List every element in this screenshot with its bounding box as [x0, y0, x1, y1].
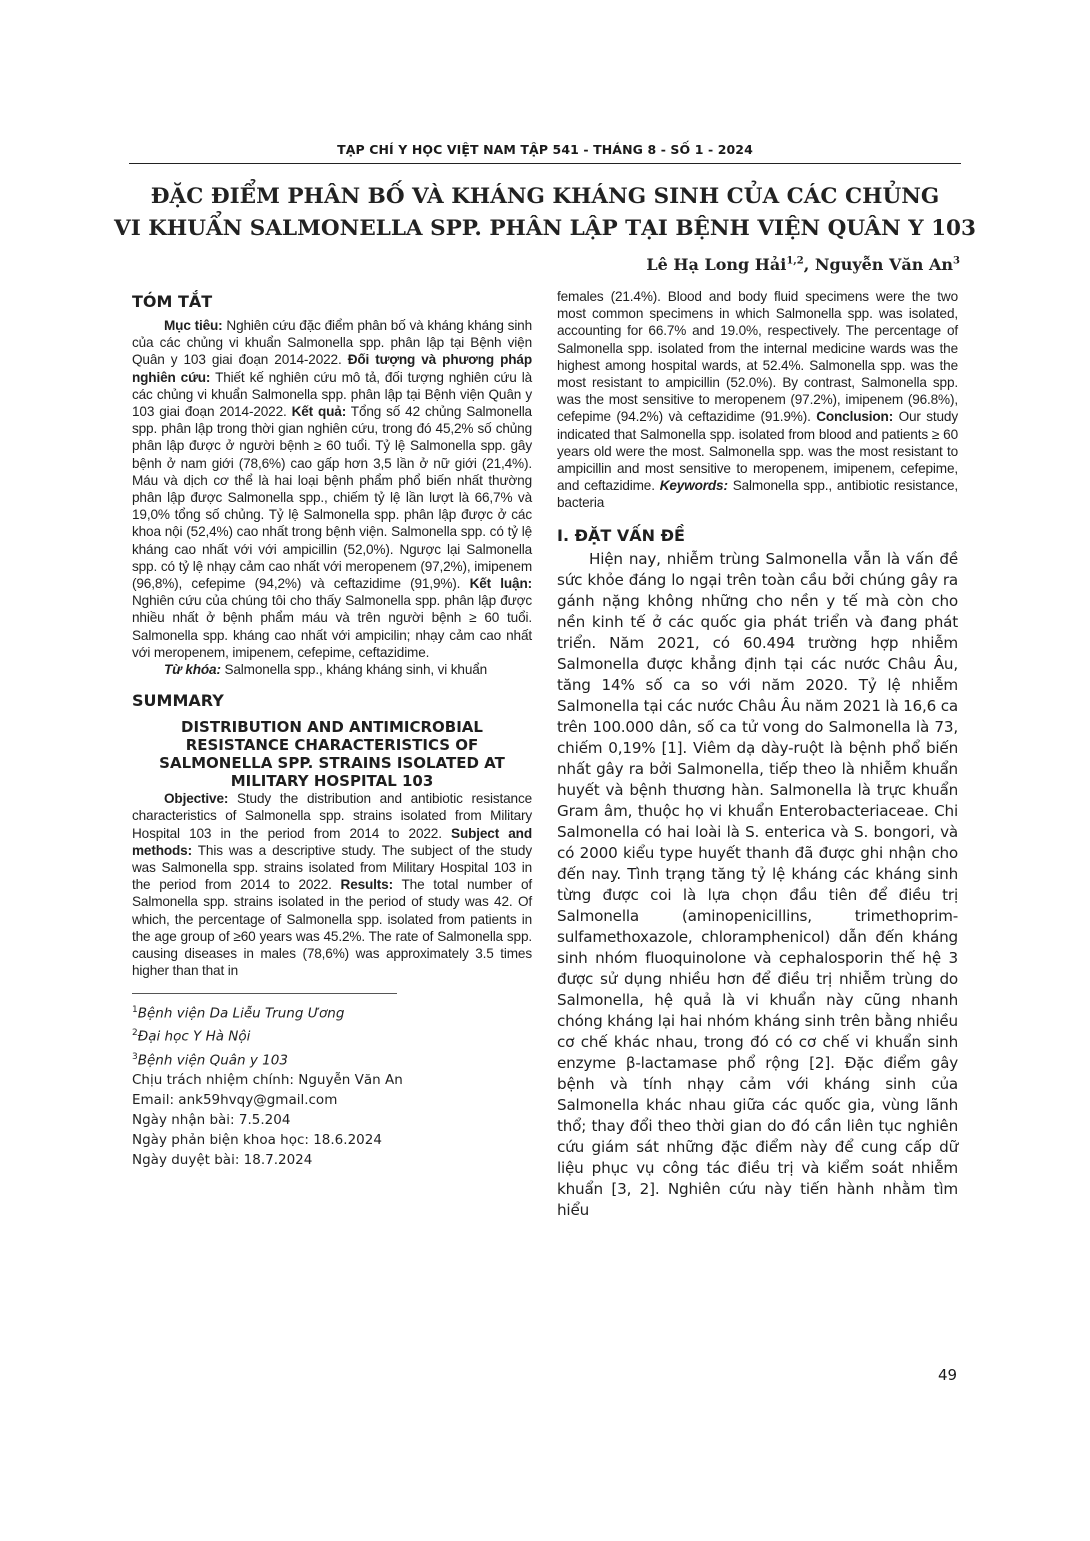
tomtat-heading: TÓM TẮT: [132, 292, 213, 311]
abstract-label: Subject and methods:: [132, 825, 532, 858]
footnote-mark: 1: [132, 1004, 138, 1015]
summary-title-line: MILITARY HOSPITAL 103: [230, 772, 434, 791]
keywords-text: Salmonella spp., kháng kháng sinh, vi khuẩn: [220, 662, 488, 678]
abstract-text: Nghiên cứu của chúng tôi cho thấy Salmonella spp. phân lập được nhiều nhất ở bệnh phẩm máu và trên người bệnh ≥ 60 tuổi. Salmonella spp. kháng cao nhất với ampicilin; nhạy cảm cao nhất với meropenem, imipenem, cefepime, ceftazidime.: [132, 593, 532, 660]
review-date: Ngày phản biện khoa học: 18.6.2024: [132, 1132, 382, 1148]
author-affiliation-mark: 1,2: [786, 255, 804, 267]
abstract-text: Study the distribution and antibiotic resistance characteristics of Salmonella spp. strains isolated from Military Hospital 103 in the period from 2014 to 2022.: [132, 791, 532, 841]
article-title-line1: ĐẶC ĐIỂM PHÂN BỐ VÀ KHÁNG KHÁNG SINH CỦA CÁC CHỦNG: [150, 184, 940, 209]
footnote-affiliation: [132, 1000, 532, 1024]
summary-heading: SUMMARY: [132, 691, 224, 711]
section-body: Hiện nay, nhiễm trùng Salmonella vẫn là vấn đề sức khỏe đáng lo ngại trên toàn cầu bởi chúng gây ra gánh nặng không những cho nền y tế mà còn cho nền kinh tế ở các quốc gia phát triển và đang phát triển. Năm 2021, có 60.494 trường hợp nhiễm Salmonella được khẳng định tại các nước Châu Âu, tăng 14% số ca so với năm 2020. Tỷ lệ nhiễm Salmonella tại các nước Châu Âu năm 2021 là 16,6 ca trên 100.000 dân, số ca tử vong do Salmonella là 73, chiếm 0,19% [1]. Viêm dạ dày-ruột là bệnh phổ biến nhất gây ra bởi Salmonella, tiếp theo là nhiễm khuẩn huyết và bệnh thương hàn. Salmonella là trực khuẩn Gram âm, thuộc họ vi khuẩn Enterobacteriaceae. Chi Salmonella có hai loài là S. enterica và S. bongori, và có 2000 kiểu type huyết thanh đã được ghi nhận cho đến nay. Tình trạng tăng tỷ lệ kháng các kháng sinh từng được coi là lựa chọn đầu tiên để điều trị Salmonella (aminopenicillins, trimethoprim-sulfamethoxazole, chloramphenicol) dẫn đến kháng sinh nhóm fluoquinolone và cephalosporin thế hệ 3 được sử dụng nhiều hơn để điều trị nhiễm trùng do Salmonella, hệ quả là vi khuẩn này cũng nhanh chóng kháng lại hai nhóm kháng sinh trên bằng nhiều cơ chế khác nhau, trong đó có cơ chế vi khuẩn sinh enzyme β-lactamase phổ rộng [2]. Đặc điểm gây bệnh và tính nhạy cảm với kháng sinh của Salmonella khác nhau giữa các quốc gia, vùng lãnh thổ; thay đổi theo thời gian do đó cần liên tục nghiên cứu giám sát những đặc điểm này để cung cấp dữ liệu phục vụ công tác điều trị và kiểm soát nhiễm khuẩn [3, 2]. Nghiên cứu này tiến hành nhằm tìm hiểu: [557, 549, 958, 1219]
author-name: Lê Hạ Long Hải: [646, 255, 787, 274]
abstract-text: Thiết kế nghiên cứu mô tả, đối tượng nghiên cứu là các chủng vi khuẩn Salmonella spp. phân lập tại Bệnh viện Quân y 103 giai đoạn 2014-2022.: [132, 369, 532, 420]
footnote-text: Đại học Y Hà Nội: [137, 1028, 251, 1045]
author-separator: ,: [803, 255, 815, 274]
author-name: Nguyễn Văn An: [814, 255, 954, 274]
abstract-label: Đối tượng và phương pháp nghiên cứu:: [132, 352, 532, 385]
abstract-label: Kết luận:: [469, 576, 532, 592]
footnote-affiliation: [132, 1023, 532, 1047]
summary-abstract-left: [132, 790, 532, 979]
summary-title-line: SALMONELLA SPP. STRAINS ISOLATED AT: [159, 754, 505, 773]
contact-email: Email: ank59hvqy@gmail.com: [132, 1092, 338, 1108]
keywords-text: Salmonella spp., antibiotic resistance, bacteria: [557, 478, 958, 511]
footnote-rule: [132, 993, 397, 994]
page-number: 49: [938, 1366, 958, 1384]
abstract-text: females (21.4%). Blood and body fluid specimens were the two most common specimens in which Salmonella spp. was isolated, accounting for 66.7% and 19.0%, respectively. The percentage of Salmonella spp. isolated from the internal medicine wards was the highest among hospital wards, at 52.4%. Salmonella spp. was the most resistant to ampicillin (52.0%). By contrast, Salmonella spp. was the most sensitive to meropenem (97.2%), imipenem (96.8%), cefepime (94.2%) và ceftazidime (91.9%).: [557, 289, 958, 425]
journal-header: TẠP CHÍ Y HỌC VIỆT NAM TẬP 541 - THÁNG 8 - SỐ 1 - 2024: [129, 142, 961, 164]
abstract-label: Results:: [340, 877, 393, 893]
footnote-mark: 2: [132, 1028, 138, 1038]
author-affiliation-mark: 3: [953, 255, 960, 267]
keywords-label: Keywords:: [659, 478, 728, 494]
footnote-text: Bệnh viện Quân y 103: [137, 1052, 288, 1068]
author-list: [646, 255, 960, 274]
corresponding-author: Chịu trách nhiệm chính: Nguyễn Văn An: [132, 1072, 403, 1088]
right-column: [557, 288, 958, 1221]
abstract-text: Nghiên cứu đặc điểm phân bố và kháng kháng sinh của các chủng vi khuẩn Salmonella spp. phân lập tại Bệnh viện Quân y 103 giai đoạn 2014-2022.: [132, 318, 533, 368]
tomtat-abstract: [132, 317, 532, 661]
footnote-text: Bệnh viện Da Liễu Trung Ương: [137, 1005, 345, 1021]
footnote-mark: 3: [132, 1051, 138, 1062]
abstract-label: Kết quả:: [291, 404, 347, 420]
article-title-line2: VI KHUẨN SALMONELLA SPP. PHÂN LẬP TẠI BỆNH VIỆN QUÂN Y 103: [114, 216, 976, 241]
section-heading: I. ĐẶT VẤN ĐỀ: [557, 525, 685, 545]
article-title: [100, 181, 990, 245]
approval-date: Ngày duyệt bài: 18.7.2024: [132, 1152, 313, 1168]
abstract-text: Our study indicated that Salmonella spp. isolated from blood and patients ≥ 60 years old were the most. Salmonella spp. was the most resistant to ampicillin and most sensitive to meropenem, imipenem, cefepime, and ceftazidime.: [557, 409, 958, 494]
received-date: Ngày nhận bài: 7.5.204: [132, 1112, 291, 1128]
abstract-text: This was a descriptive study. The subject of the study was Salmonella spp. strains isolated from Military Hospital 103 in the period from 2014 to 2022.: [132, 842, 532, 893]
abstract-text: Tổng số 42 chủng Salmonella spp. phân lập trong thời gian nghiên cứu, trong đó 45,2% số chủng phân lập được ở người bệnh ≥ 60 tuổi. Tỷ lệ Salmonella spp. gây bệnh ở nam giới (78,6%) cao gấp hơn 3,5 lần ở nữ giới (21,4%). Máu và dịch cơ thể là hai loại bệnh phẩm phổ biến nhất thường phân lập được Salmonella spp., chiếm tỷ lệ lần lượt là 66,7% và 19,0% tổng số chủng. Tỷ lệ Salmonella spp. phân lập được ở các khoa nội (52,4%) cao nhất trong bệnh viện. Salmonella spp. có tỷ lệ kháng cao nhất với với ampicillin (52,0%). Ngược lại Salmonella spp. có tỷ lệ nhạy cảm cao nhất với meropenem (97,2%), imipenem (96,8%), cefepime (94,2%) và ceftazidime (91,9%).: [132, 404, 532, 592]
summary-title: [132, 718, 532, 790]
footnote-affiliation: [132, 1047, 532, 1071]
summary-abstract-right: [557, 288, 958, 512]
abstract-text: The total number of Salmonella spp. strains isolated in the period of study was 42. Of which, the percentage of Salmonella spp. isolated from patients in the age group of ≥60 years was 45.2%. The rate of Salmonella spp. causing diseases in males (78,6%) was approximately 3.5 times higher than that in: [132, 877, 532, 979]
tomtat-keywords: [132, 661, 532, 678]
abstract-label: Conclusion:: [816, 409, 894, 425]
abstract-label: Mục tiêu:: [164, 318, 223, 333]
left-column: [132, 292, 532, 1170]
abstract-label: Objective:: [164, 791, 229, 807]
summary-title-line: DISTRIBUTION AND ANTIMICROBIAL: [181, 718, 483, 737]
keywords-label: Từ khóa:: [164, 662, 221, 678]
summary-title-line: RESISTANCE CHARACTERISTICS OF: [185, 736, 479, 755]
